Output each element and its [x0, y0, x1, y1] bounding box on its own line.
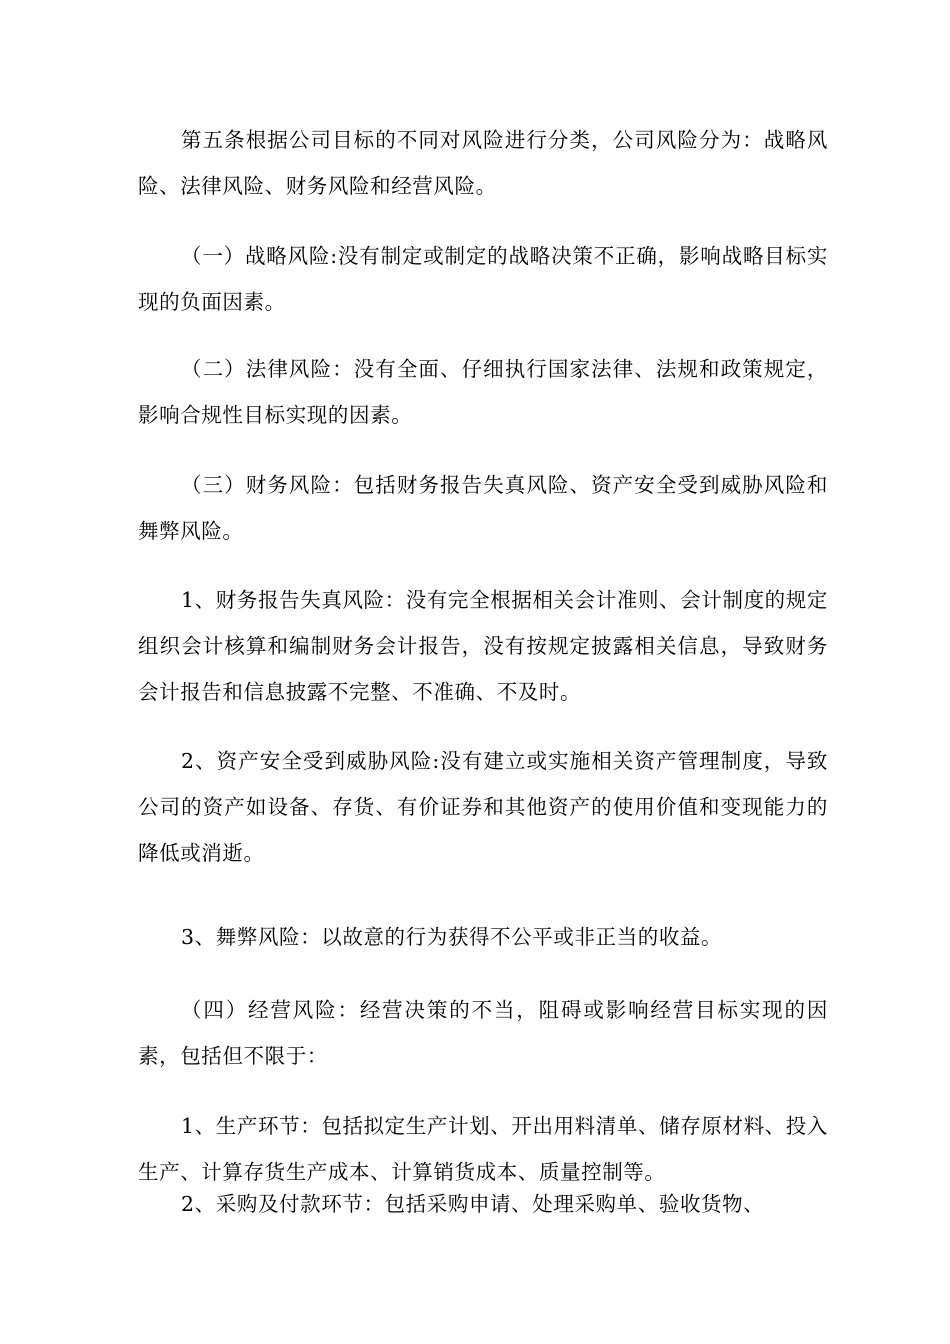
paragraph-fraud-risk: 3、舞弊风险：以故意的行为获得不公平或非正当的收益。	[181, 925, 723, 949]
paragraph-article-5: 第五条根据公司目标的不同对风险进行分类，公司风险分为：战略风险、法律风险、财务风险和经营风险。	[138, 128, 828, 198]
paragraph-production-stage: 1、生产环节：包括拟定生产计划、开出用料清单、储存原材料、投入生产、计算存货生产成本、计算销货成本、质量控制等。	[138, 1114, 828, 1184]
paragraph-operational-risk: （四）经营风险：经营决策的不当，阻碍或影响经营目标实现的因素，包括但不限于：	[138, 998, 828, 1068]
paragraph-report-distortion-risk: 1、财务报告失真风险：没有完全根据相关会计准则、会计制度的规定组织会计核算和编制财务会计报告，没有按规定披露相关信息，导致财务会计报告和信息披露不完整、不准确、不及时。	[138, 588, 828, 704]
paragraph-procurement-stage: 2、采购及付款环节：包括采购申请、处理采购单、验收货物、	[181, 1192, 765, 1216]
paragraph-legal-risk: （二）法律风险：没有全面、仔细执行国家法律、法规和政策规定，影响合规性目标实现的因素。	[138, 357, 828, 427]
paragraph-strategic-risk: （一）战略风险:没有制定或制定的战略决策不正确，影响战略目标实现的负面因素。	[138, 244, 828, 314]
paragraph-asset-security-risk: 2、资产安全受到威胁风险:没有建立或实施相关资产管理制度，导致公司的资产如设备、存货、有价证券和其他资产的使用价值和变现能力的降低或消逝。	[138, 749, 828, 865]
paragraph-financial-risk: （三）财务风险：包括财务报告失真风险、资产安全受到威胁风险和舞弊风险。	[138, 473, 828, 543]
